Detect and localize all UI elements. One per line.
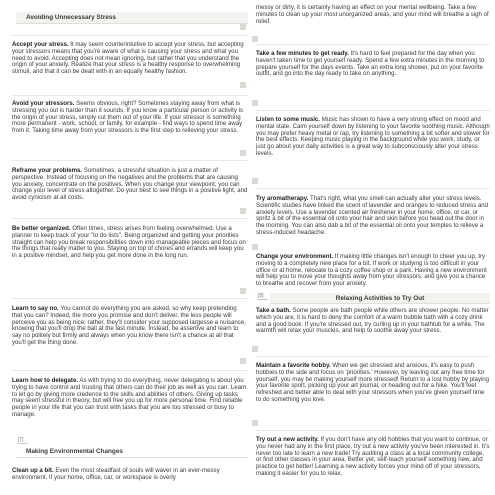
- paragraph-avoid-stressors: [12, 101, 248, 135]
- image-placeholder: [252, 420, 258, 426]
- paragraph-be-organized: [12, 226, 248, 260]
- paragraph-title: Clean up a bit.: [12, 467, 54, 474]
- divider-line: [256, 110, 490, 111]
- paragraph-text: If making little changes isn't enough to cheer you up, try moving to a completely new place for a bit. If work or studying is too difficult in your office or at home, relocate to a cozy coffee shop or a park. Having a new environment will help you to move your thoughts away from your stressors, and give you a chance to breathe and recover from your anxiety.: [256, 253, 487, 287]
- image-placeholder: [240, 208, 246, 214]
- paragraph-new-activity: [256, 437, 490, 478]
- paragraph-title: Change your environment.: [256, 253, 334, 260]
- divider-line: [256, 356, 490, 357]
- divider-line: [12, 218, 248, 219]
- paragraph-learn-delegate: [12, 378, 248, 419]
- section-heading-text: Relaxing Activities to Try Out: [335, 294, 425, 302]
- divider-line: [12, 298, 248, 299]
- paragraph-title: Avoid your stressors.: [12, 100, 75, 107]
- paragraph-take-bath: [256, 308, 490, 335]
- divider-line: [12, 35, 248, 36]
- paragraph-text: When we get stressed and anxious, it's easy to push hobbies to the side and focus on 'priorities.' However, by leaving out any free time for yourself, you may be making yourself more stressed! Return to a lost hobby by playing your favorite sport, picking up your art journal, or heading out for a hike. You'll feel refreshed and better able to deal with your stressors when you've given yourself time to do something you love.: [256, 362, 490, 403]
- image-placeholder: [252, 178, 258, 184]
- paragraph-title: Maintain a favorite hobby.: [256, 362, 331, 369]
- paragraph-text: As with trying to do everything, never delegating is about you trying to have control and trusting that others can do their job as well as you can. Learn to let go by giving more credence to the skills and abilities of others. Giving up tasks may seem stressful in theory, but will free you up for more personal time. Find reliable people in your life that you can trust with tasks that you are too stressed or busy to manage.: [12, 377, 247, 418]
- divider-line: [12, 95, 248, 96]
- paragraph-text: Often times, stress arises from feeling overwhelmed. Use a planner to keep track of your "to do lists". Being organized and getting your priorities straight can help you break responsibilities down into manageable pieces and focus on the things that really matter to you. Staying on top of chores and errands will keep you in a positive mindset, and help you get more done in the long run.: [12, 225, 246, 259]
- paragraph-get-ready: [256, 51, 490, 78]
- paragraph-text: Sometimes, a stressful situation is just a matter of perspective. Instead of focusing on the negatives and the problems that are causing you anxiety, concentrate on the positives. When you change your viewpoint, you can change your level of stress altogether. Do your best to see things in a positive light, and avoid cynicism at all costs.: [12, 167, 248, 201]
- paragraph-title: Try out a new activity.: [256, 436, 319, 443]
- paragraph-text: That's right, what you smell can actually alter your stress levels. Scientific studies have linked the scent of lavender and oranges to reduced stress and anxiety levels. Use a lavender scented air freshener in your home, office, or car, or spritz a bit of the essential oil onto your hair and skin before you head out the door in the morning. You can also dab a bit of the essential oil onto your temples to relieve a stress-induced headache.: [256, 195, 489, 236]
- paragraph-title: Take a bath.: [256, 307, 291, 314]
- image-placeholder: [252, 100, 258, 106]
- divider-line: [12, 160, 248, 161]
- paragraph-favorite-hobby: [256, 363, 490, 404]
- paragraph-text: Seems obvious, right? Sometimes staying away from what is stressing you out is harder than it sounds. If you know a particular person or activity is the origin of your stress, simply cut them out of your life. If your stressor is something more permanent - work, school, or family, for example - find ways to spend time away from it. Taking time away from your stressors is the first step to relieving your stress.: [12, 100, 243, 134]
- paragraph-text: You cannot do everything you are asked, so why keep pretending that you can? Indeed, the more you promise and don't deliver, the less people will perceive you as being nice; rather, they'll consider your supposed largesse a nuisance, knowing that you'll drop the ball at the last minute. Instead, be assertive and learn to say no politely but firmly and always when you know there isn't a chance at all that you'll get the thing done.: [12, 305, 246, 346]
- paragraph-title: Try aromatherapy.: [256, 195, 309, 202]
- image-placeholder: [240, 150, 246, 156]
- paragraph-text: Music has shown to have a very strong effect on mood and mental state. Calm yourself down by listening to your favorite soothing music. Although you may prefer heavy metal or rap, try listening to something a bit softer and slower for the best effects. Keeping music playing in the background while you work, study, or just go about your daily activities is a great way to subconsciously alter your stress levels.: [256, 116, 490, 157]
- paragraph-clean-up: [12, 468, 248, 482]
- paragraph-change-environment: [256, 254, 490, 288]
- paragraph-title: Learn to say no.: [12, 305, 59, 312]
- paragraph-accept-stress: [12, 42, 248, 76]
- paragraph-aromatherapy: [256, 196, 490, 237]
- image-placeholder: [252, 346, 258, 352]
- section-heading-text: Avoiding Unnecessary Stress: [26, 14, 116, 21]
- paragraph-learn-say-no: [12, 306, 248, 347]
- paragraph-text: It may seem counterintuitive to accept your stress, but accepting your stressors means that you're aware of what is causing your stress and what you need to avoid. Accepting does not mean ignoring, but rather that you understand the origin of your anxiety. Realize that your stress is a healthy response to overwhelming stimuli, and that it can be dealt with in an equally healthy fashion.: [12, 41, 244, 75]
- image-placeholder: [240, 358, 246, 364]
- image-placeholder: [252, 36, 258, 42]
- paragraph-title: Listen to some music.: [256, 116, 320, 123]
- paragraph-text: Even the most steadfast of souls will waver in an ever-messy environment. If your home, office, car, or workspace is overly: [12, 467, 220, 481]
- section-heading-text: Making Environmental Changes: [26, 448, 123, 455]
- paragraph-listen-music: [256, 117, 490, 158]
- paragraph-title: Learn how to delegate.: [12, 377, 79, 384]
- divider-line: [256, 430, 490, 431]
- divider-line: [256, 188, 490, 189]
- paragraph-clean-up-continued: [256, 5, 490, 25]
- image-placeholder: [240, 82, 246, 88]
- paragraph-title: Be better organized.: [12, 225, 71, 232]
- image-placeholder: [252, 244, 258, 250]
- reference-marker-8[interactable]: [8]: [258, 293, 268, 300]
- section-heading-avoiding-stress: [16, 12, 248, 24]
- paragraph-text: It's hard to feel prepared for the day when you haven't taken time to get yourself ready. Spend a few extra minutes in the morning to prepare yourself for the days events. Take an extra long shower, put on your favorite outfit, and go into the day ready to take on anything.: [256, 50, 485, 78]
- divider-line: [12, 370, 248, 371]
- paragraph-title: Take a few minutes to get ready.: [256, 50, 349, 57]
- paragraph-reframe-problems: [12, 168, 248, 202]
- image-placeholder: [240, 288, 246, 294]
- section-heading-relaxing: [270, 293, 490, 304]
- reference-marker-7[interactable]: [7]: [18, 437, 28, 444]
- paragraph-title: Reframe your problems.: [12, 167, 83, 174]
- paragraph-text: Some people are bath people while others are shower people. No matter which you are, it is hard to deny the comfort of a warm bubble bath with a cozy drink and a good book. If you're stressed out, try curling up in your bathtub for a while. The warmth will relax your muscles, and help to soothe away your stress.: [256, 307, 489, 335]
- image-placeholder: [240, 24, 246, 30]
- section-heading-environmental: [16, 446, 248, 458]
- paragraph-title: Accept your stress.: [12, 41, 69, 48]
- divider-line: [256, 44, 490, 45]
- paragraph-text: If you don't have any old hobbies that you want to continue, or you never had any in the first place, try out a new activity you've been interested in. It's never too late to learn a new trade! Try auditing a class at a local community college, or find other classes in your area. Better yet, self-teach yourself something new, and practice to get better! Learning a new activity forces your mind off of your stressors, making it easier for you to relax.: [256, 436, 490, 477]
- paragraph-text: messy or dirty, it is certainly having an effect on your mental wellbeing. Take a few minutes to clean up your most unorganized areas, and your mind will breathe a sigh of relief.: [256, 4, 489, 25]
